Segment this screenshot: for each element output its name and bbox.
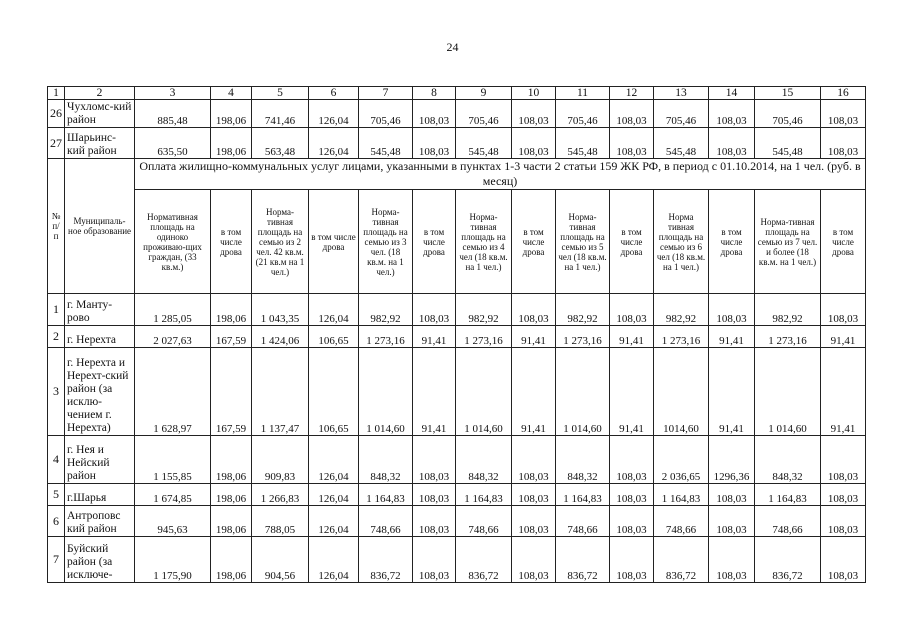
value-cell: 748,66 <box>359 506 413 537</box>
value-cell: 1296,36 <box>709 436 755 484</box>
row-index: 27 <box>48 128 65 159</box>
value-cell: 1 175,90 <box>135 537 211 583</box>
value-cell: 545,48 <box>755 128 821 159</box>
value-cell: 167,59 <box>211 326 252 348</box>
row-index: 1 <box>48 294 65 326</box>
value-cell: 563,48 <box>252 128 309 159</box>
column-number: 2 <box>65 87 135 100</box>
value-cell: 2 027,63 <box>135 326 211 348</box>
value-cell: 748,66 <box>556 506 610 537</box>
value-cell: 1 164,83 <box>654 484 709 506</box>
value-cell: 108,03 <box>709 537 755 583</box>
column-number: 3 <box>135 87 211 100</box>
municipality-name: Чухломс-кий район <box>65 100 135 128</box>
value-cell: 198,06 <box>211 436 252 484</box>
municipality-name: Антроповс кий район <box>65 506 135 537</box>
value-cell: 91,41 <box>709 326 755 348</box>
value-cell: 108,03 <box>821 294 866 326</box>
value-cell: 1 273,16 <box>456 326 512 348</box>
value-cell: 1 014,60 <box>556 348 610 436</box>
value-cell: 1 273,16 <box>654 326 709 348</box>
value-cell: 108,03 <box>512 436 556 484</box>
value-cell: 545,48 <box>359 128 413 159</box>
value-cell: 848,32 <box>456 436 512 484</box>
value-cell: 545,48 <box>556 128 610 159</box>
value-cell: 108,03 <box>413 484 456 506</box>
municipality-name: Шарьинс-кий район <box>65 128 135 159</box>
value-cell: 848,32 <box>556 436 610 484</box>
value-cell: 108,03 <box>709 128 755 159</box>
value-cell: 108,03 <box>821 100 866 128</box>
value-cell: 1 014,60 <box>456 348 512 436</box>
value-cell: 748,66 <box>456 506 512 537</box>
value-cell: 982,92 <box>456 294 512 326</box>
table-row <box>48 537 866 583</box>
value-cell: 1 273,16 <box>359 326 413 348</box>
value-cell: 91,41 <box>610 348 654 436</box>
table-title: Оплата жилищно-коммунальных услуг лицами, указанными в пунктах 1-3 части 2 статьи 159 ЖК РФ, в период с 01.10.2014, на 1 чел. (руб. в месяц) <box>135 159 866 190</box>
municipality-name: г. Нерехта <box>65 326 135 348</box>
value-cell: 108,03 <box>610 537 654 583</box>
value-cell: 108,03 <box>512 294 556 326</box>
value-cell: 705,46 <box>359 100 413 128</box>
value-cell: 198,06 <box>211 506 252 537</box>
row-index: 3 <box>48 348 65 436</box>
value-cell: 126,04 <box>309 294 359 326</box>
value-cell: 198,06 <box>211 537 252 583</box>
value-cell: 741,46 <box>252 100 309 128</box>
value-cell: 1 137,47 <box>252 348 309 436</box>
column-number: 9 <box>456 87 512 100</box>
table-row <box>48 294 866 326</box>
value-cell: 836,72 <box>556 537 610 583</box>
municipality-name: г. Нея и Нейский район <box>65 436 135 484</box>
value-cell: 91,41 <box>413 326 456 348</box>
value-cell: 198,06 <box>211 100 252 128</box>
value-cell: 108,03 <box>821 484 866 506</box>
column-number: 1 <box>48 87 65 100</box>
value-cell: 1 285,05 <box>135 294 211 326</box>
value-cell: 91,41 <box>512 348 556 436</box>
value-cell: 1 014,60 <box>359 348 413 436</box>
value-cell: 1014,60 <box>654 348 709 436</box>
value-cell: 982,92 <box>654 294 709 326</box>
value-cell: 748,66 <box>755 506 821 537</box>
column-header: Норма-тивная площадь на семью из 5 чел (18 кв.м. на 1 чел.) <box>556 190 610 294</box>
value-cell: 108,03 <box>512 537 556 583</box>
value-cell: 545,48 <box>456 128 512 159</box>
value-cell: 198,06 <box>211 294 252 326</box>
value-cell: 126,04 <box>309 436 359 484</box>
table-row <box>48 326 866 348</box>
column-header: в том числе дрова <box>413 190 456 294</box>
value-cell: 108,03 <box>512 484 556 506</box>
value-cell: 198,06 <box>211 484 252 506</box>
row-index: 6 <box>48 506 65 537</box>
column-header: в том числе дрова <box>821 190 866 294</box>
value-cell: 982,92 <box>359 294 413 326</box>
value-cell: 945,63 <box>135 506 211 537</box>
row-index: 7 <box>48 537 65 583</box>
column-number: 15 <box>755 87 821 100</box>
column-number: 5 <box>252 87 309 100</box>
value-cell: 1 164,83 <box>359 484 413 506</box>
table-row <box>48 484 866 506</box>
municipality-name: г.Шарья <box>65 484 135 506</box>
municipality-header: Муниципаль-ное образование <box>65 159 135 294</box>
value-cell: 705,46 <box>755 100 821 128</box>
value-cell: 108,03 <box>413 506 456 537</box>
value-cell: 705,46 <box>456 100 512 128</box>
value-cell: 108,03 <box>413 294 456 326</box>
value-cell: 108,03 <box>413 100 456 128</box>
row-index: 2 <box>48 326 65 348</box>
column-header: в том числе дрова <box>512 190 556 294</box>
column-header: в том числе дрова <box>709 190 755 294</box>
value-cell: 909,83 <box>252 436 309 484</box>
value-cell: 1 273,16 <box>755 326 821 348</box>
value-cell: 1 164,83 <box>456 484 512 506</box>
value-cell: 106,65 <box>309 348 359 436</box>
table-row <box>48 436 866 484</box>
column-number: 12 <box>610 87 654 100</box>
value-cell: 108,03 <box>610 484 654 506</box>
value-cell: 91,41 <box>413 348 456 436</box>
value-cell: 108,03 <box>512 506 556 537</box>
column-number: 11 <box>556 87 610 100</box>
value-cell: 635,50 <box>135 128 211 159</box>
column-number: 8 <box>413 87 456 100</box>
value-cell: 108,03 <box>821 537 866 583</box>
value-cell: 108,03 <box>512 128 556 159</box>
row-index: 4 <box>48 436 65 484</box>
value-cell: 1 674,85 <box>135 484 211 506</box>
value-cell: 1 266,83 <box>252 484 309 506</box>
value-cell: 836,72 <box>359 537 413 583</box>
value-cell: 198,06 <box>211 128 252 159</box>
value-cell: 91,41 <box>709 348 755 436</box>
value-cell: 848,32 <box>359 436 413 484</box>
value-cell: 982,92 <box>755 294 821 326</box>
value-cell: 545,48 <box>654 128 709 159</box>
value-cell: 885,48 <box>135 100 211 128</box>
column-header: Норма-тивная площадь на семью из 3 чел. (18 кв.м. на 1 чел.) <box>359 190 413 294</box>
value-cell: 836,72 <box>654 537 709 583</box>
value-cell: 126,04 <box>309 128 359 159</box>
value-cell: 108,03 <box>610 436 654 484</box>
value-cell: 705,46 <box>556 100 610 128</box>
column-number: 14 <box>709 87 755 100</box>
value-cell: 108,03 <box>709 484 755 506</box>
municipality-name: г. Нерехта и Нерехт-ский район (за исклю-чением г. Нерехта) <box>65 348 135 436</box>
value-cell: 2 036,65 <box>654 436 709 484</box>
value-cell: 108,03 <box>610 506 654 537</box>
value-cell: 167,59 <box>211 348 252 436</box>
value-cell: 108,03 <box>821 128 866 159</box>
column-header: в том числе дрова <box>309 190 359 294</box>
column-header: Нормативная площадь на одиноко проживаю-щих граждан, (33 кв.м.) <box>135 190 211 294</box>
value-cell: 108,03 <box>413 537 456 583</box>
value-cell: 126,04 <box>309 537 359 583</box>
value-cell: 91,41 <box>512 326 556 348</box>
value-cell: 1 014,60 <box>755 348 821 436</box>
value-cell: 108,03 <box>821 506 866 537</box>
table-row <box>48 506 866 537</box>
num-header: № п/п <box>48 159 65 294</box>
value-cell: 1 164,83 <box>556 484 610 506</box>
value-cell: 108,03 <box>413 128 456 159</box>
value-cell: 904,56 <box>252 537 309 583</box>
column-numbers-row <box>48 87 866 100</box>
value-cell: 1 155,85 <box>135 436 211 484</box>
header-row <box>48 190 866 294</box>
value-cell: 108,03 <box>709 100 755 128</box>
column-number: 10 <box>512 87 556 100</box>
value-cell: 108,03 <box>709 294 755 326</box>
value-cell: 1 424,06 <box>252 326 309 348</box>
row-index: 5 <box>48 484 65 506</box>
column-number: 16 <box>821 87 866 100</box>
value-cell: 748,66 <box>654 506 709 537</box>
table-row <box>48 100 866 128</box>
utility-payments-table <box>47 86 866 583</box>
column-number: 4 <box>211 87 252 100</box>
value-cell: 91,41 <box>821 326 866 348</box>
column-header: в том числе дрова <box>211 190 252 294</box>
column-header: Норма-тивная площадь на семью из 2 чел. 42 кв.м. (21 кв.м на 1 чел.) <box>252 190 309 294</box>
value-cell: 1 043,35 <box>252 294 309 326</box>
page-number: 24 <box>446 40 459 54</box>
column-number: 7 <box>359 87 413 100</box>
value-cell: 108,03 <box>610 128 654 159</box>
value-cell: 1 164,83 <box>755 484 821 506</box>
value-cell: 836,72 <box>755 537 821 583</box>
column-header: Норма тивная площадь на семью из 6 чел (18 кв.м. на 1 чел.) <box>654 190 709 294</box>
value-cell: 126,04 <box>309 484 359 506</box>
column-number: 13 <box>654 87 709 100</box>
table-row <box>48 348 866 436</box>
value-cell: 108,03 <box>610 100 654 128</box>
value-cell: 126,04 <box>309 506 359 537</box>
column-number: 6 <box>309 87 359 100</box>
value-cell: 788,05 <box>252 506 309 537</box>
column-header: в том числе дрова <box>610 190 654 294</box>
value-cell: 106,65 <box>309 326 359 348</box>
municipality-name: г. Манту-рово <box>65 294 135 326</box>
value-cell: 108,03 <box>709 506 755 537</box>
value-cell: 108,03 <box>413 436 456 484</box>
column-header: Норма-тивная площадь на семью из 7 чел. и более (18 кв.м. на 1 чел.) <box>755 190 821 294</box>
value-cell: 1 273,16 <box>556 326 610 348</box>
value-cell: 108,03 <box>821 436 866 484</box>
value-cell: 108,03 <box>512 100 556 128</box>
table-row <box>48 128 866 159</box>
value-cell: 91,41 <box>610 326 654 348</box>
value-cell: 848,32 <box>755 436 821 484</box>
value-cell: 91,41 <box>821 348 866 436</box>
value-cell: 836,72 <box>456 537 512 583</box>
value-cell: 1 628,97 <box>135 348 211 436</box>
row-index: 26 <box>48 100 65 128</box>
value-cell: 126,04 <box>309 100 359 128</box>
value-cell: 108,03 <box>610 294 654 326</box>
municipality-name: Буйский район (за исключе- <box>65 537 135 583</box>
value-cell: 982,92 <box>556 294 610 326</box>
value-cell: 705,46 <box>654 100 709 128</box>
column-header: Норма-тивная площадь на семью из 4 чел (18 кв.м. на 1 чел.) <box>456 190 512 294</box>
header-row <box>48 159 866 190</box>
